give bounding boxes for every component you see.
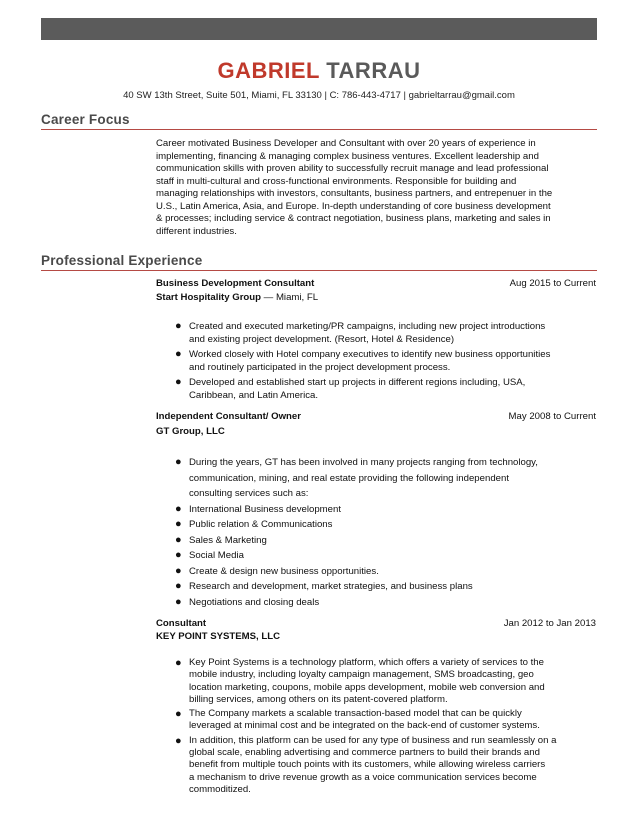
bullet-item	[156, 376, 596, 402]
summary-line: staff in multi-cultural and cross-functional environments. Responsible for building and	[156, 175, 517, 187]
company-name: KEY POINT SYSTEMS, LLC	[156, 631, 281, 642]
bullet-line: Developed and established start up projects in different regions including, USA,	[189, 377, 526, 388]
bullet-icon: ●	[175, 533, 182, 546]
bullet-item	[156, 455, 596, 502]
bullet-line: a mechanism to drive revenue growth as a voice communication services become	[189, 771, 537, 783]
bullet-line: mobile industry, including loyalty campaign management, SMS broadcasting, geo	[189, 669, 534, 681]
bullet-line: Worked closely with Hotel company executives to identify new business opportunities	[189, 349, 551, 360]
bullet-line: Sales & Marketing	[189, 534, 267, 546]
job-title: Business Development Consultant	[156, 278, 315, 289]
bullet-line: Public relation & Communications	[189, 519, 333, 530]
bullet-item	[156, 517, 596, 533]
section-title-professional-experience: Professional Experience	[41, 253, 203, 268]
summary-line: U.S., Latin America, Asia, and Europe. In-depth understanding of core business development	[156, 200, 551, 212]
section-divider	[41, 129, 597, 130]
bullet-icon: ●	[175, 518, 182, 530]
job-company-line	[156, 292, 318, 304]
job-dates: Aug 2015 to Current	[509, 278, 596, 289]
bullet-line: global scale, enabling advertising and commerce partners to build their brands and	[189, 747, 540, 759]
summary-line: different industries.	[156, 225, 237, 237]
job-dates: Jan 2012 to Jan 2013	[503, 618, 596, 629]
bullet-icon: ●	[175, 734, 182, 747]
bullet-item	[156, 548, 596, 564]
section-title-career-focus: Career Focus	[41, 112, 130, 127]
company-name: GT Group, LLC	[156, 426, 225, 437]
bullet-line: communication, mining, and real estate providing the following independent	[189, 472, 509, 484]
bullet-item	[156, 735, 596, 796]
summary-line: implementing, financing & managing complex business ventures. Excellent leadership and	[156, 150, 539, 162]
bullet-line: and existing project development. (Resort, Hotel & Residence)	[189, 334, 455, 345]
summary-line: communication skills with proven ability to successfully recruit manage and lead professional	[156, 163, 549, 174]
bullet-icon: ●	[175, 320, 182, 332]
job-title: Consultant	[156, 618, 207, 629]
bullet-line: commoditized.	[189, 783, 251, 795]
bullet-icon: ●	[175, 657, 182, 669]
bullet-line: International Business development	[189, 503, 341, 515]
bullet-line: Social Media	[189, 550, 244, 561]
bullet-icon: ●	[175, 708, 182, 721]
career-summary	[156, 138, 596, 238]
section-divider	[41, 270, 597, 271]
bullet-line: During the years, GT has been involved in many projects ranging from technology,	[189, 457, 538, 468]
bullet-icon: ●	[175, 595, 182, 608]
contact-info: 40 SW 13th Street, Suite 501, Miami, FL 33130 | C: 786-443-4717 | gabrieltarrau@gmail.com	[123, 90, 515, 101]
bullet-icon: ●	[175, 502, 182, 515]
candidate-name	[0, 58, 638, 84]
bullet-item	[156, 533, 596, 549]
bullet-line: leveraged at minimal cost and be integrated on the back-end of customer systems.	[189, 720, 540, 732]
bullet-line: Key Point Systems is a technology platform, which offers a variety of services to the	[189, 657, 544, 668]
bullet-item	[156, 708, 596, 733]
bullet-item	[156, 502, 596, 518]
bullet-line: Create & design new business opportunities.	[189, 565, 379, 577]
job-bullets	[156, 455, 596, 610]
bullet-line: billing services, among others on its patent-covered platform.	[189, 693, 448, 705]
header-bar	[41, 18, 597, 40]
job-dates: May 2008 to Current	[508, 411, 596, 422]
first-name: GABRIEL	[217, 58, 320, 83]
bullet-icon: ●	[175, 564, 182, 577]
job-company-line	[156, 426, 225, 438]
job-title: Independent Consultant/ Owner	[156, 411, 301, 422]
bullet-item	[156, 320, 596, 346]
bullet-line: The Company markets a scalable transaction-based model that can be quickly	[189, 708, 522, 720]
bullet-icon: ●	[175, 580, 182, 592]
bullet-item	[156, 348, 596, 374]
job-bullets	[156, 320, 596, 402]
job-company-line	[156, 631, 280, 643]
summary-line: Career motivated Business Developer and Consultant with over 20 years of experience in	[156, 138, 536, 149]
bullet-line: and routinely participated in the project development process.	[189, 362, 451, 373]
bullet-item	[156, 595, 596, 611]
bullet-line: In addition, this platform can be used for any type of business and run seamlessly on a	[189, 734, 557, 746]
bullet-line: Negotiations and closing deals	[189, 596, 320, 608]
job-bullets	[156, 657, 596, 796]
bullet-line: location marketing, coupons, mobile apps development, mobile web conversion and	[189, 681, 545, 693]
bullet-icon: ●	[175, 549, 182, 561]
bullet-icon: ●	[175, 348, 182, 360]
summary-line: managing relationships with investors, consultants, business partners, and entrepenuer in the	[156, 188, 553, 199]
bullet-item	[156, 657, 596, 706]
bullet-line: Created and executed marketing/PR campaigns, including new project introductions	[189, 321, 546, 332]
bullet-icon: ●	[175, 376, 182, 388]
bullet-line: Research and development, market strategies, and business plans	[189, 581, 473, 592]
bullet-line: consulting services such as:	[189, 488, 309, 499]
last-name: TARRAU	[326, 58, 421, 83]
company-name: Start Hospitality Group	[156, 292, 262, 303]
bullet-item	[156, 579, 596, 595]
bullet-item	[156, 564, 596, 580]
summary-line: & processes; including service & contract negotiation, business plans, marketing and sales in	[156, 213, 551, 224]
bullet-line: Caribbean, and Latin America.	[189, 390, 319, 401]
bullet-icon: ●	[175, 456, 182, 468]
job-location: — Miami, FL	[261, 292, 319, 303]
bullet-line: benefit from multiple touch points with its customers, while allowing wireless carriers	[189, 759, 546, 771]
